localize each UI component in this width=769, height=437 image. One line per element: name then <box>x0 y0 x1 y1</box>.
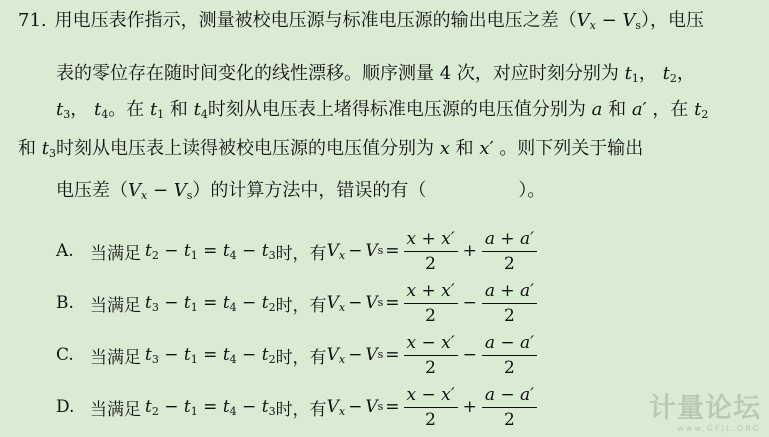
option-d-fraction-2: $\frac{a - a'}{2}$ <box>482 384 537 431</box>
option-c-fraction-2: $\frac{a - a'}{2}$ <box>482 332 537 379</box>
option-a-fraction-2: $\frac{a + a'}{2}$ <box>482 228 537 275</box>
option-d: D. 当满足 $t_2 - t_1 = t_4 - t_3$ 时，有 $V_x$ − V s = $\frac{x - x'}{2}$ + $\frac{a - a'}{2}$ <box>56 378 539 436</box>
option-b: B. 当满足 $t_3 - t_1 = t_4 - t_2$ 时，有 $V_x$ − V s = $\frac{x + x'}{2}$ − $\frac{a + a'}{2}$ <box>56 274 539 332</box>
site-watermark <box>649 394 761 433</box>
option-d-fraction-1: $\frac{x - x'}{2}$ <box>404 384 458 431</box>
option-c-fraction-1: $\frac{x - x'}{2}$ <box>404 332 458 379</box>
question-line-1: 71. 用电压表作指示，测量被校电压源与标准电压源的输出电压之差$(V_x - V_s)$，电压 <box>18 10 705 32</box>
option-a-fraction-1: $\frac{x + x'}{2}$ <box>404 228 458 275</box>
question-line-5: 电压差$(V_x - V_s)$的计算方法中，错误的有（ ）。 <box>56 180 546 202</box>
watermark-url: www.GFJL.ORG <box>677 424 761 433</box>
watermark-title: 计量论坛 <box>649 393 761 424</box>
question-line-2: 表的零位存在随时间变化的线性漂移。顺序测量 4 次，对应时刻分别为 $t_1$， $t_2$， <box>56 63 695 85</box>
option-a: A. 当满足 $t_2 - t_1 = t_4 - t_3$ 时，有 $V_x$ − V s = $\frac{x + x'}{2}$ + $\frac{a + a'}{2}$ <box>56 222 539 280</box>
option-b-fraction-2: $\frac{a + a'}{2}$ <box>482 280 537 327</box>
option-c: C. 当满足 $t_3 - t_1 = t_4 - t_2$ 时，有 $V_x$ − V s = $\frac{x - x'}{2}$ − $\frac{a - a'}{2}$ <box>56 326 539 384</box>
question-line-4: 和 $t_3$时刻从电压表上读得被校电压源的电压值分别为 x 和 x′ 。则下列关于输出 <box>18 138 644 160</box>
question-number: 71. <box>18 10 47 31</box>
option-b-fraction-1: $\frac{x + x'}{2}$ <box>404 280 458 327</box>
question-line-3: $t_3$， $t_4$。在 $t_1$ 和 $t_4$时刻从电压表上堵得标准电压源的电压值分别为 a 和 a′ ，在 $t_2$ <box>56 99 709 121</box>
